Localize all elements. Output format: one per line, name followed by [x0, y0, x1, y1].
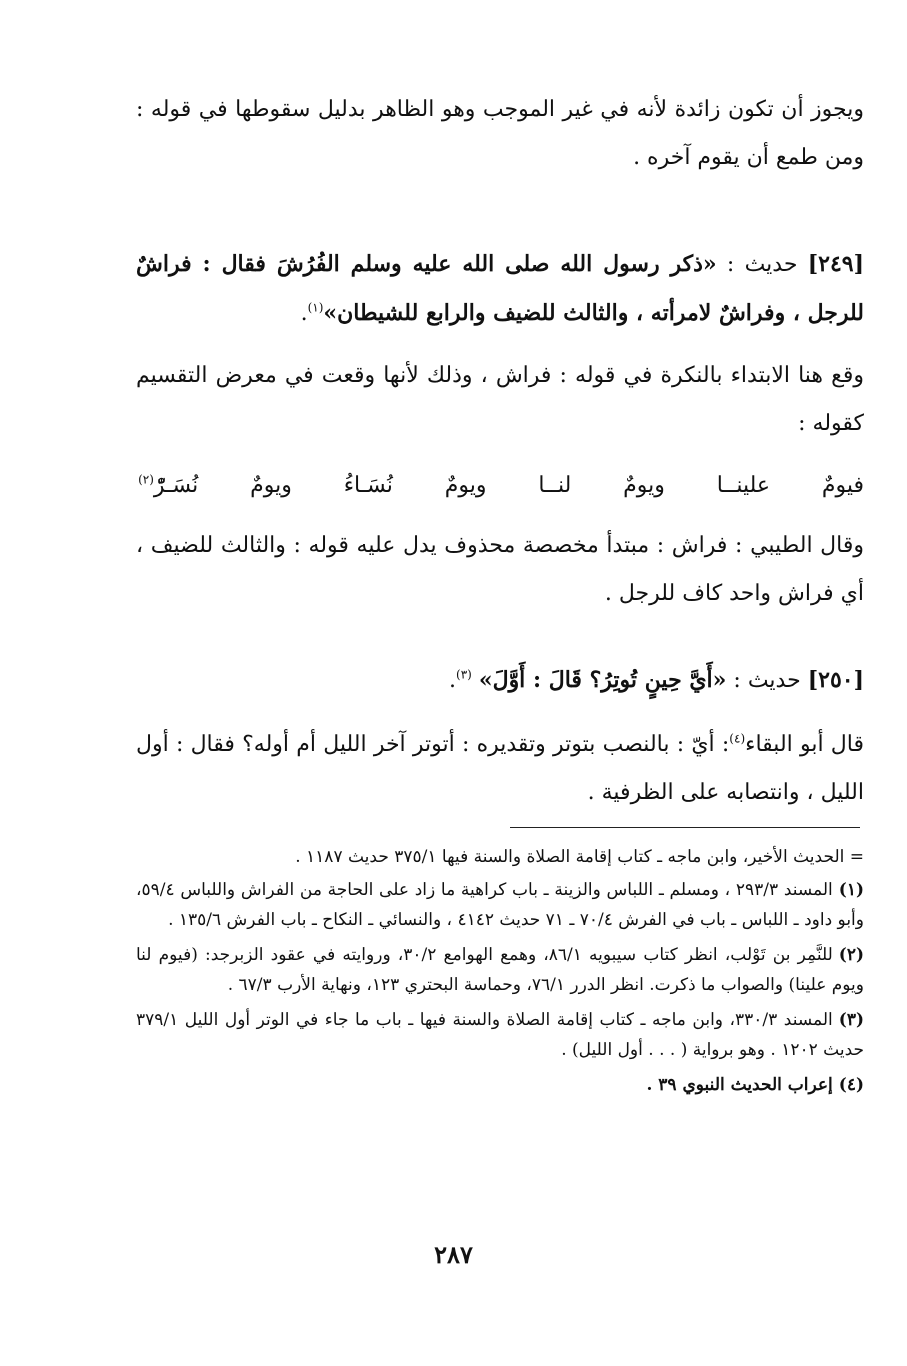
paragraph-tibi: وقال الطيبي : فراش : مبتدأ مخصصة محذوف يدل عليه قوله : والثالث للضيف ، أي فراش واحد كاف للرجل .	[136, 533, 864, 606]
footnote-3	[136, 1005, 864, 1065]
poetry-verse	[136, 462, 864, 510]
footnotes	[136, 842, 864, 1105]
footnote-separator	[510, 827, 860, 828]
main-text	[136, 86, 864, 817]
verse-word: لنــا	[538, 473, 572, 498]
hadith-250: [٢٥٠] حديث : «أَيَّ حِينٍ تُوتِرُ؟ قَالَ : أَوَّلَ» $^{(٣)}$.	[449, 667, 864, 693]
verse-word: فيومٌ	[821, 473, 864, 498]
verse-word-last	[138, 462, 198, 510]
verse-word: ويومٌ	[444, 473, 487, 498]
hadith-249: [٢٤٩] حديث : «ذكر رسول الله صلى الله عليه وسلم الفُرُشَ فقال : فراشٌ للرجل ، وفراشٌ لامرأته ، والثالث للضيف والرابع للشيطان»$^{(١)}$.	[136, 251, 864, 326]
hadith-number: [٢٤٩]	[807, 251, 864, 277]
footnote-mark: (١)	[838, 880, 865, 900]
verse-word: ويومٌ	[623, 473, 665, 498]
footnote-continuation: = الحديث الأخير، وابن ماجه ـ كتاب إقامة الصلاة والسنة فيها ٣٧٥/١ حديث ١١٨٧ .	[295, 847, 864, 867]
hadith-text: «ذكر رسول الله صلى الله عليه وسلم الفُرُشَ فقال : فراشٌ للرجل ، وفراشٌ لامرأته ، والثالث للضيف والرابع للشيطان»	[136, 251, 864, 326]
footnote-text: المسند ٣٣٠/٣، وابن ماجه ـ كتاب إقامة الصلاة والسنة فيها ـ باب ما جاء في الوتر أول الليل ٣٧٩/١ حديث ١٢٠٢ . وهو برواية ( . . . أول الليل) .	[136, 1010, 864, 1060]
footnote-text: إعراب الحديث النبوي ٣٩ .	[646, 1075, 833, 1095]
verse-word: علينــا	[716, 473, 770, 498]
hadith-number: [٢٥٠]	[807, 667, 864, 693]
verse-word: نُسَـاءُ	[343, 473, 393, 498]
footnote-ref-2[interactable]: (٢)	[138, 472, 154, 487]
footnote-mark: (٢)	[838, 945, 864, 965]
footnote-ref-4[interactable]: (٤)	[729, 731, 746, 746]
verse-word: ويومٌ	[250, 473, 292, 498]
footnote-ref-1[interactable]: (١)	[307, 300, 324, 315]
footnote-text: للنَّمِر بن تَوْلب، انظر كتاب سيبويه ٨٦/١، وهمع الهوامع ٣٠/٢، وروايته في عقود الزبرجد: (فيوم لنا ويوم علينا) والصواب ما ذكرت. انظر الدرر ٧٦/١، وحماسة البحتري ١٢٣، ونهاية الأرب ٦٧/٣ .	[136, 945, 864, 995]
paragraph-explanation: وقع هنا الابتداء بالنكرة في قوله : فراش ، وذلك لأنها وقعت في معرض التقسيم كقوله :	[136, 363, 864, 436]
footnote-4	[136, 1070, 864, 1100]
footnote-text: المسند ٢٩٣/٣ ، ومسلم ـ اللباس والزينة ـ باب كراهية ما زاد على الحاجة من الفراش واللباس ٥٩/٤، وأبو داود ـ اللباس ـ باب في الفرش ٧٠/٤ ـ ٧١ حديث ٤١٤٢ ، والنسائي ـ النكاح ـ باب الفرش ١٣٥/٦ .	[136, 880, 864, 930]
footnote-1	[136, 875, 864, 935]
page-number: ٢٨٧	[434, 1240, 473, 1269]
hadith-label: حديث :	[733, 668, 801, 693]
footnote-mark: (٣)	[838, 1010, 864, 1030]
hadith-label: حديث :	[726, 252, 798, 277]
verse-word: نُسَـرّْ	[153, 473, 199, 498]
paragraph-intro: ويجوز أن تكون زائدة لأنه في غير الموجب وهو الظاهر بدليل سقوطها في قوله : ومن طمع أن يقوم آخره .	[136, 97, 864, 170]
footnote-mark: (٤)	[838, 1075, 864, 1095]
paragraph-text: قال أبو البقاء	[745, 732, 864, 757]
paragraph-abu-baqa	[136, 721, 864, 817]
footnote-2	[136, 940, 864, 1000]
hadith-text: «أَيَّ حِينٍ تُوتِرُ؟ قَالَ : أَوَّلَ»	[478, 667, 727, 693]
paragraph-text: : أيّ : بالنصب بتوتر وتقديره : أتوتر آخر الليل أم أوله؟ فقال : أول الليل ، وانتصابه على الظرفية .	[136, 732, 864, 805]
footnote-ref-3[interactable]: (٣)	[456, 667, 472, 682]
